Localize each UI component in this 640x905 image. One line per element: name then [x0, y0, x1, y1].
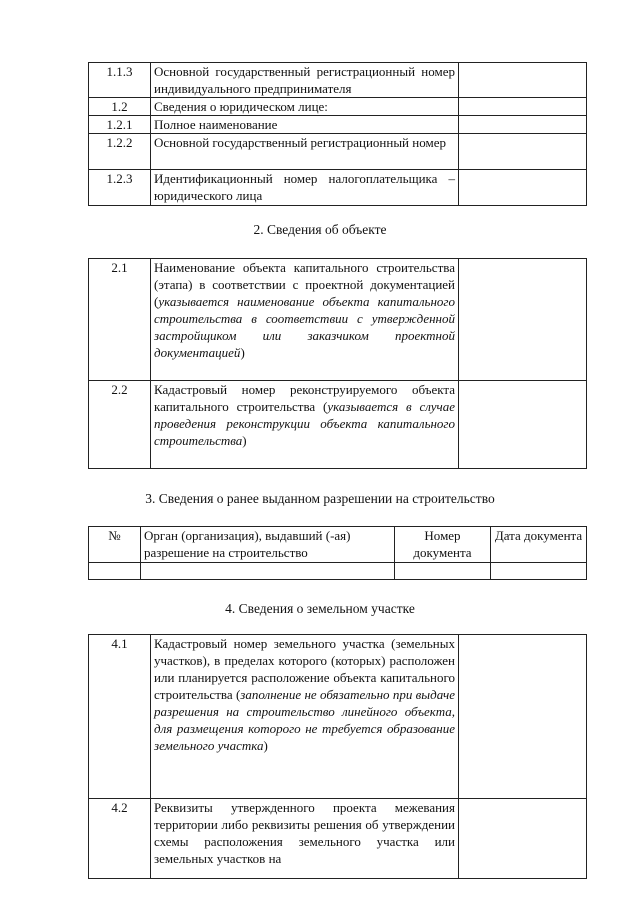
table-cell[interactable]	[395, 563, 491, 580]
row-number: 1.2	[89, 98, 151, 116]
row-label: Кадастровый номер земельного участка (земельных участков), в пределах которого (которых) расположен или планируется расположение объекта капитального строительства (заполнение не обязательно при выдаче разрешения на строительство линейного объекта, для размещения которого не требуется образование земельного участка)	[151, 635, 459, 799]
table-row	[89, 799, 587, 879]
row-number: 1.2.2	[89, 134, 151, 170]
row-number: 2.2	[89, 381, 151, 469]
value-cell[interactable]	[459, 63, 587, 98]
row-label: Основной государственный регистрационный номер	[151, 134, 459, 170]
row-number: 2.1	[89, 259, 151, 381]
column-header-number: №	[89, 527, 141, 563]
row-number: 4.1	[89, 635, 151, 799]
row-label: Реквизиты утвержденного проекта межевания территории либо реквизиты решения об утверждении схемы расположения земельного участка или земельных участков на	[151, 799, 459, 879]
table-row	[89, 381, 587, 469]
table-row	[89, 563, 587, 580]
row-label: Идентификационный номер налогоплательщика – юридического лица	[151, 170, 459, 206]
row-number: 1.2.3	[89, 170, 151, 206]
section3-table	[88, 526, 587, 580]
value-cell[interactable]	[459, 259, 587, 381]
table-row	[89, 63, 587, 98]
value-cell[interactable]	[459, 98, 587, 116]
row-label: Полное наименование	[151, 116, 459, 134]
row-number: 1.1.3	[89, 63, 151, 98]
value-cell[interactable]	[459, 116, 587, 134]
section4-table	[88, 634, 587, 879]
table-cell[interactable]	[89, 563, 141, 580]
table-cell[interactable]	[491, 563, 587, 580]
table-row	[89, 98, 587, 116]
section2-table	[88, 258, 587, 469]
section3-title: 3. Сведения о ранее выданном разрешении на строительство	[145, 491, 495, 506]
row-number: 1.2.1	[89, 116, 151, 134]
row-label: Кадастровый номер реконструируемого объекта капитального строительства (указывается в случае проведения реконструкции объекта капитального строительства)	[151, 381, 459, 469]
column-header-authority: Орган (организация), выдавший (-ая) разрешение на строительство	[141, 527, 395, 563]
table-row	[89, 170, 587, 206]
row-label: Основной государственный регистрационный номер индивидуального предпринимателя	[151, 63, 459, 98]
table-row	[89, 259, 587, 381]
value-cell[interactable]	[459, 170, 587, 206]
row-note: указывается наименование объекта капитального строительства в соответствии с утвержденной застройщиком или заказчиком проектной документацией	[154, 294, 455, 360]
value-cell[interactable]	[459, 799, 587, 879]
table-header-row	[89, 527, 587, 563]
table-row	[89, 134, 587, 170]
row-note: заполнение не обязательно при выдаче разрешения на строительство линейного объекта, для размещения которого не требуется образование земельного участка	[154, 687, 455, 753]
value-cell[interactable]	[459, 381, 587, 469]
table-cell[interactable]	[141, 563, 395, 580]
value-cell[interactable]	[459, 635, 587, 799]
column-header-doc-number: Номер документа	[395, 527, 491, 563]
row-label: Сведения о юридическом лице:	[151, 98, 459, 116]
table-row	[89, 635, 587, 799]
section1-table	[88, 62, 587, 206]
value-cell[interactable]	[459, 134, 587, 170]
row-label: Наименование объекта капитального строительства (этапа) в соответствии с проектной документацией (указывается наименование объекта капитального строительства в соответствии с утвержденной застройщиком или заказчиком проектной документацией)	[151, 259, 459, 381]
row-note: указывается в случае проведения реконструкции объекта капитального строительства	[154, 399, 455, 448]
section4-title: 4. Сведения о земельном участке	[225, 601, 415, 616]
table-row	[89, 116, 587, 134]
row-number: 4.2	[89, 799, 151, 879]
column-header-doc-date: Дата документа	[491, 527, 587, 563]
section2-title: 2. Сведения об объекте	[253, 222, 387, 237]
